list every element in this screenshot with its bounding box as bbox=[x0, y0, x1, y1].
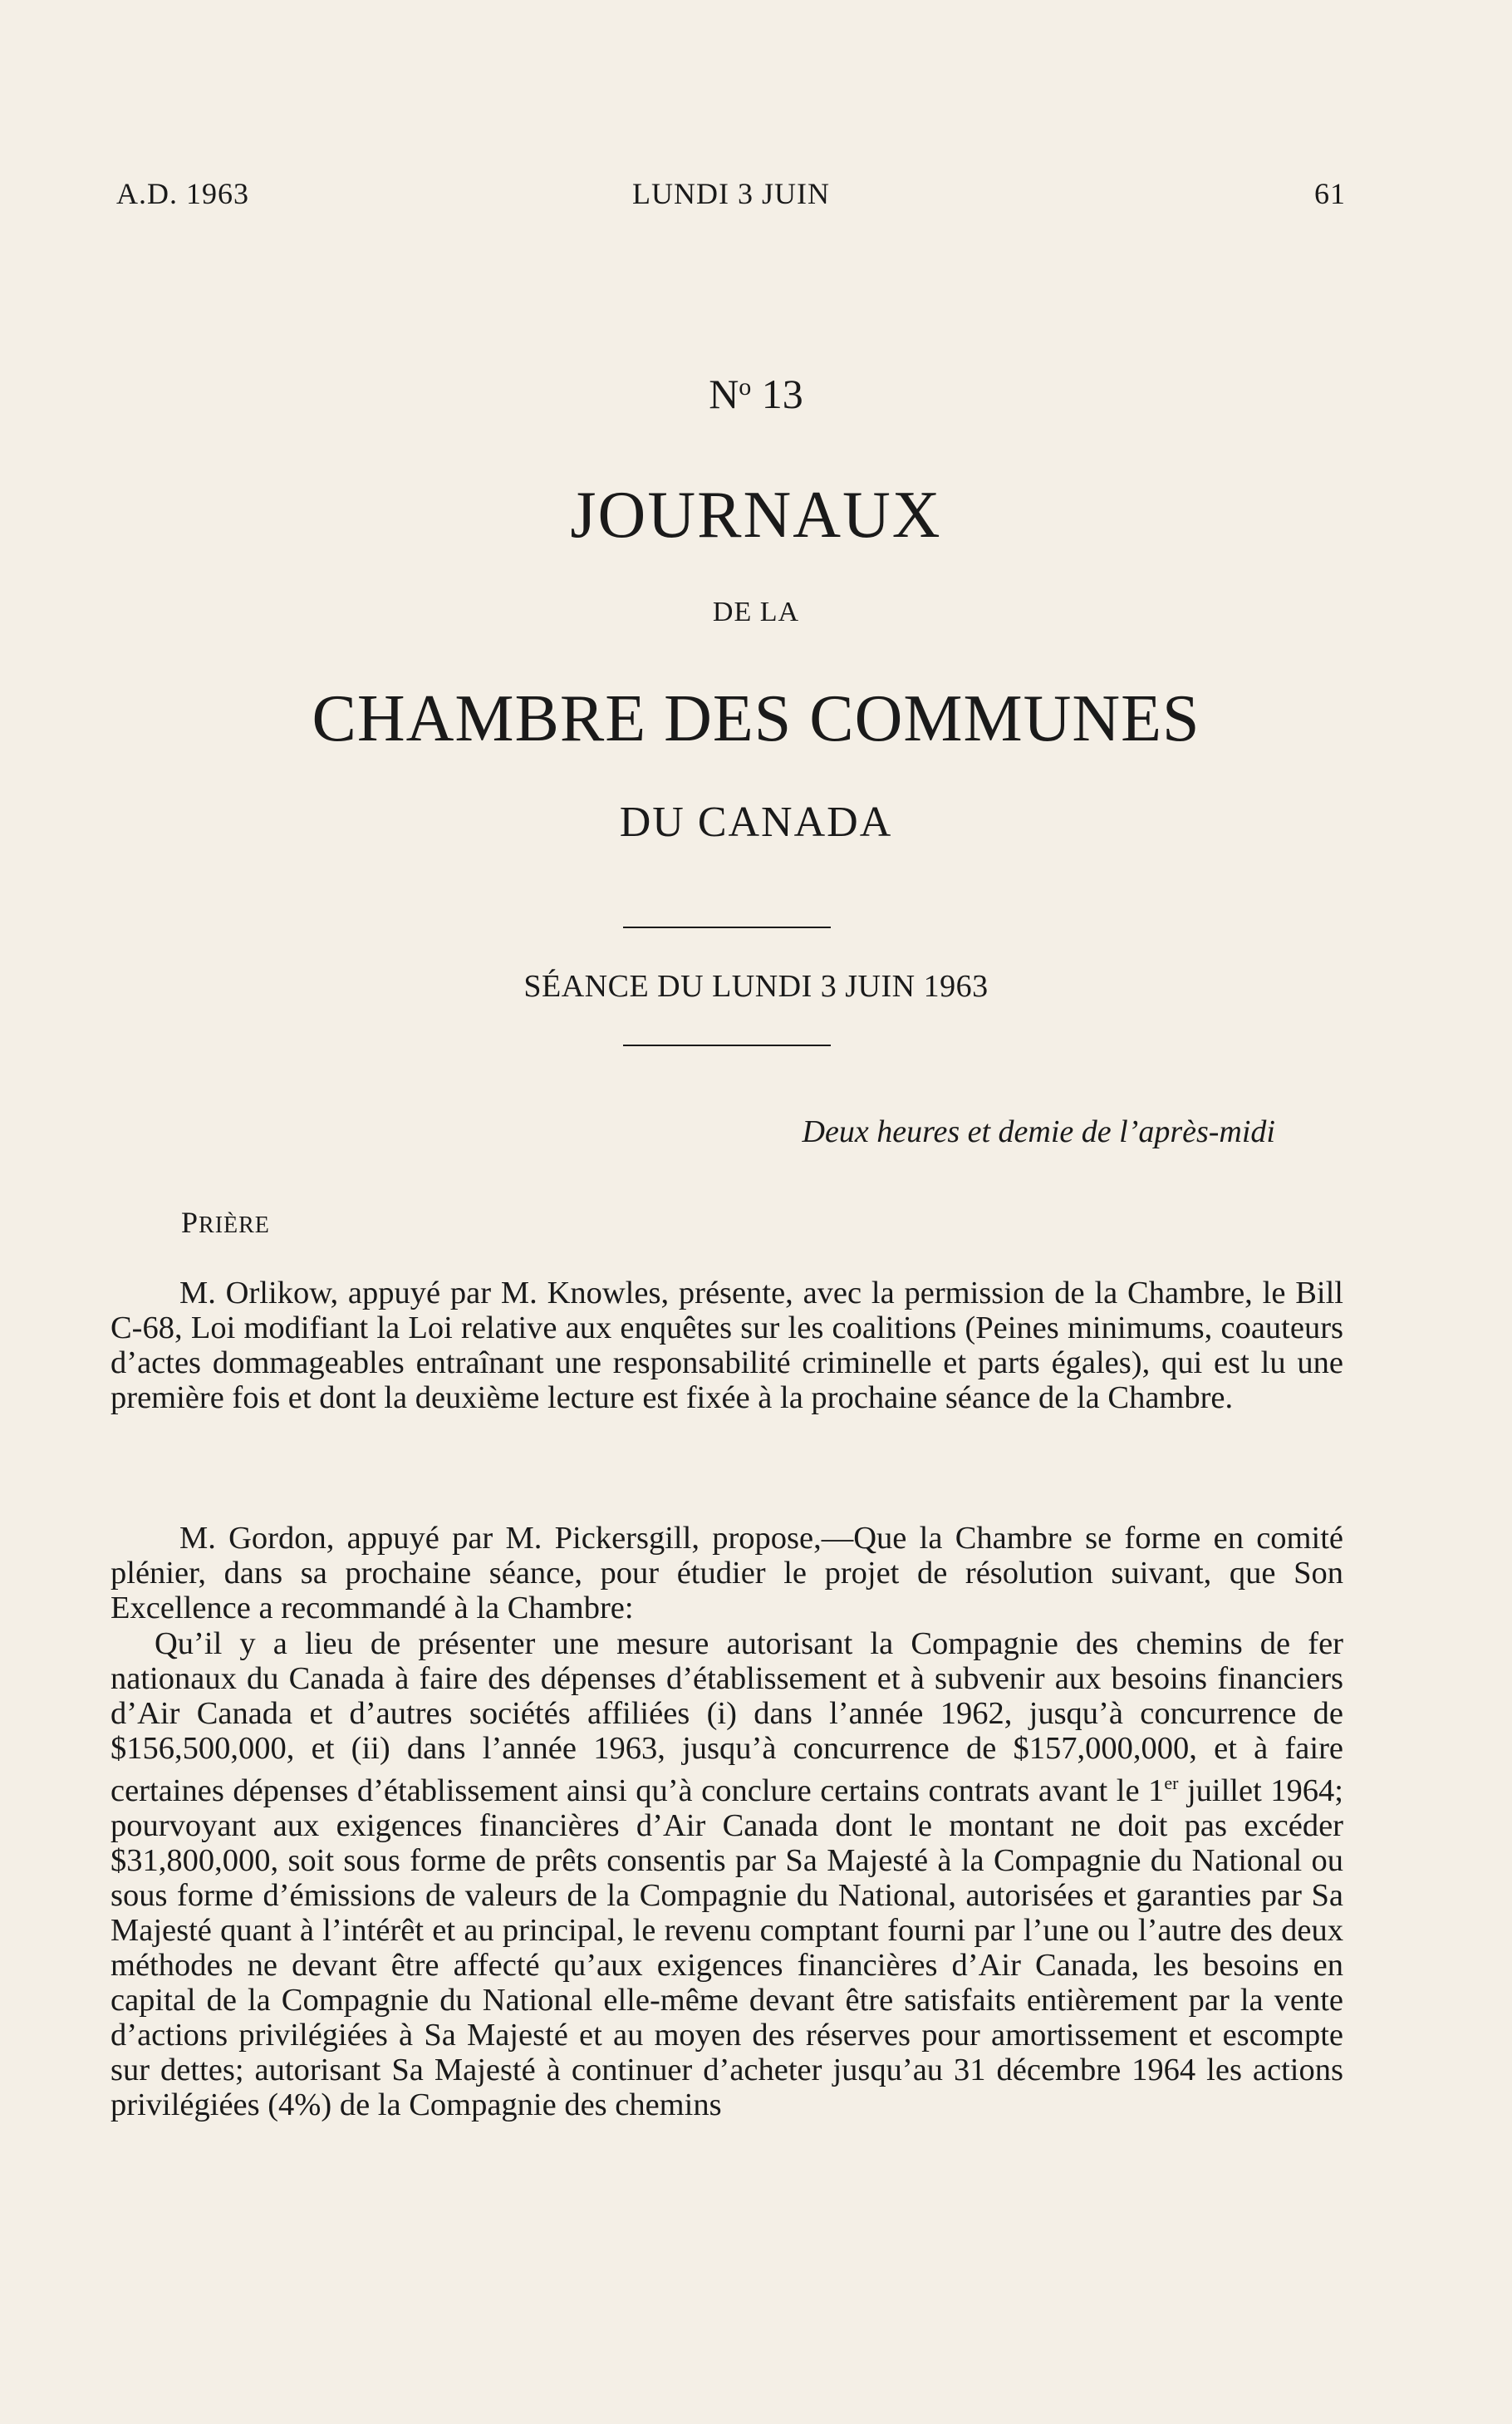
header-year: A.D. 1963 bbox=[116, 177, 249, 210]
priere-rest: RIÈRE bbox=[199, 1212, 270, 1238]
title-journaux: JOURNAUX bbox=[570, 479, 942, 552]
header-date: LUNDI 3 JUIN bbox=[632, 177, 830, 210]
title-canada: DU CANADA bbox=[619, 799, 893, 846]
paragraph-orlikow: M. Orlikow, appuyé par M. Knowles, présente, avec la permission de la Chambre, le Bill C-68, Loi modifiant la Loi relative aux enquêtes sur les coalitions (Peines minimums, coauteurs d’actes dommageables entraînant une responsabilité criminelle et parts égales), qui est lu une première fois et dont la deuxième lecture est fixée à la prochaine séance de la Chambre. bbox=[110, 1276, 1343, 1415]
divider-rule-bottom bbox=[623, 1045, 831, 1046]
issue-sup: o bbox=[739, 373, 752, 401]
priere-initial: P bbox=[181, 1206, 199, 1239]
issue-value: 13 bbox=[761, 371, 803, 417]
priere-heading bbox=[181, 1205, 270, 1240]
page-number: 61 bbox=[1314, 177, 1346, 210]
resolution-text-2: juillet 1964; pourvoyant aux exigences financières d’Air Canada dont le montant ne doit pas excéder $31,800,000, soit sous forme de prêts consentis par Sa Majesté à la Compagnie du National ou sous forme d’émissions de valeurs de la Compagnie du National, autorisées et garanties par Sa Majesté quant à l’intérêt et au principal, le revenu comptant fourni par l’une ou l’autre des deux méthodes ne devant être affecté qu’aux exigences financières d’Air Canada, les besoins en capital de la Compagnie du National elle-même devant être satisfaits entièrement par la vente d’actions privilégiées à Sa Majesté et au moyen des réserves pour amortissement et escompte sur dettes; autorisant Sa Majesté à continuer d’acheter jusqu’au 31 décembre 1964 les actions privilégiées (4%) de la Compagnie des chemins bbox=[110, 1773, 1343, 2122]
divider-rule-top bbox=[623, 927, 831, 928]
resolution-text-1: Qu’il y a lieu de présenter une mesure autorisant la Compagnie des chemins de fer nationaux du Canada à faire des dépenses d’établissement et à subvenir aux besoins financiers d’Air Canada et d’autres sociétés affiliées (i) dans l’année 1962, jusqu’à concurrence de $156,500,000, et (ii) dans l’année 1963, jusqu’à concurrence de $157,000,000, et à faire certaines dépenses d’établissement ainsi qu’à conclure certains contrats avant le 1 bbox=[110, 1626, 1343, 1808]
paragraph-gordon: M. Gordon, appuyé par M. Pickersgill, propose,—Que la Chambre se forme en comité plénier, dans sa prochaine séance, pour étudier le projet de résolution suivant, que Son Excellence a recommandé à la Chambre: bbox=[110, 1521, 1343, 1625]
seance-heading: SÉANCE DU LUNDI 3 JUIN 1963 bbox=[523, 969, 989, 1004]
issue-prefix: N bbox=[709, 371, 739, 417]
paragraph-resolution bbox=[110, 1626, 1343, 2122]
running-header bbox=[116, 176, 1346, 213]
issue-number bbox=[0, 370, 1512, 418]
resolution-sup: er bbox=[1164, 1773, 1179, 1793]
title-de-la: DE LA bbox=[712, 597, 800, 627]
sitting-time: Deux heures et demie de l’après-midi bbox=[802, 1114, 1275, 1149]
title-chambre: CHAMBRE DES COMMUNES bbox=[312, 682, 1200, 755]
